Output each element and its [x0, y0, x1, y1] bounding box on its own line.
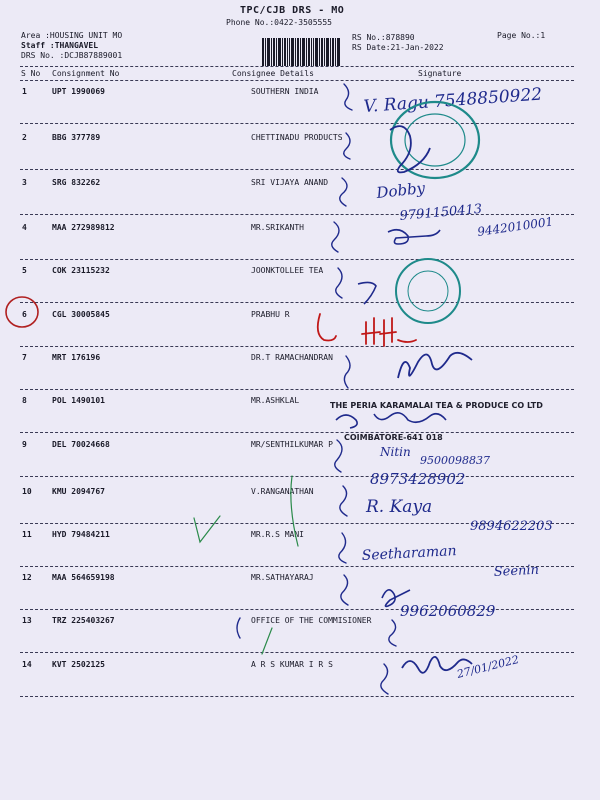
row-consignment: TRZ 225403267	[52, 616, 115, 625]
handwriting-row3a: Dobby	[375, 178, 426, 202]
row-consignee: MR.SRIKANTH	[251, 223, 304, 232]
handwriting-row4: 9442010001	[476, 214, 555, 239]
area-label: Area :HOUSING UNIT MO	[21, 31, 123, 40]
row-sno: 1	[22, 87, 27, 96]
row-divider	[20, 169, 574, 170]
table-row	[0, 530, 600, 576]
handwriting-row11b: Seenin	[493, 562, 540, 580]
row-sno: 10	[22, 487, 32, 496]
row-consignment: POL 1490101	[52, 396, 105, 405]
col-consignment: Consignment No	[52, 69, 120, 78]
table-row	[0, 84, 600, 133]
row-consignee: A R S KUMAR I R S	[251, 660, 333, 669]
table-row	[0, 440, 600, 486]
row-consignee: OFFICE OF THE COMMISIONER	[251, 616, 372, 625]
row-sno: 12	[22, 573, 32, 582]
row-sno: 14	[22, 660, 32, 669]
row-divider	[20, 652, 574, 653]
row-divider	[20, 432, 574, 433]
handwriting-row1: V. Ragu 7548850922	[362, 84, 543, 117]
row-consignment: HYD 79484211	[52, 530, 110, 539]
row-consignment: DEL 70024668	[52, 440, 110, 449]
row-consignee: MR.R.S MANI	[251, 530, 304, 539]
handwriting-row3b: 9791150413	[399, 201, 483, 224]
handwriting-row14: 27/01/2022	[455, 652, 521, 681]
row-consignee: V.RANGANATHAN	[251, 487, 314, 496]
row-consignment: COK 23115232	[52, 266, 110, 275]
col-sno: S No	[21, 69, 41, 78]
row-consignee: SOUTHERN INDIA	[251, 87, 319, 96]
row-consignee: MR.SATHAYARAJ	[251, 573, 314, 582]
table-row	[0, 616, 600, 662]
row-consignment: KMU 2094767	[52, 487, 105, 496]
row-consignment: MAA 564659198	[52, 573, 115, 582]
col-consignee: Consignee Details	[232, 69, 314, 78]
row-consignment: CGL 30005845	[52, 310, 110, 319]
row-divider	[20, 566, 574, 567]
row-consignment: UPT 1990069	[52, 87, 105, 96]
company-stamp-line3: COIMBATORE-641 018	[344, 433, 443, 442]
row-consignee: SRI VIJAYA ANAND	[251, 178, 329, 187]
row-consignment: BBG 377789	[52, 133, 101, 142]
row-divider	[20, 476, 574, 477]
document-title: TPC/CJB DRS - MO	[240, 5, 345, 16]
row-sno: 3	[22, 178, 27, 187]
table-row	[0, 133, 600, 179]
row-divider	[20, 259, 574, 260]
table-row	[0, 353, 600, 399]
row-consignment: KVT 2502125	[52, 660, 105, 669]
handwriting-row11a: Seetharaman	[361, 543, 457, 564]
rs-number: RS No.:878890	[352, 33, 415, 42]
row-consignment: MAA 272989812	[52, 223, 115, 232]
page-number: Page No.:1	[497, 31, 546, 40]
row-divider	[20, 389, 574, 390]
row-sno: 9	[22, 440, 27, 449]
row-sno: 11	[22, 530, 32, 539]
table-row	[0, 178, 600, 224]
phone-number: Phone No.:0422-3505555	[226, 18, 332, 27]
row-consignment: SRG 832262	[52, 178, 101, 187]
drs-number: DRS No. :DCJB87889001	[21, 51, 123, 60]
row-consignment: MRT 176196	[52, 353, 101, 362]
row-divider	[20, 523, 574, 524]
handwriting-row12: 9962060829	[400, 602, 496, 620]
row-divider	[20, 696, 574, 697]
staff-label: Staff :THANGAVEL	[21, 41, 99, 50]
header-rule-bottom	[20, 80, 574, 81]
col-signature: Signature	[418, 69, 462, 78]
row-consignee: CHETTINADU PRODUCTS	[251, 133, 343, 142]
handwriting-row10b: 9894622203	[470, 519, 553, 534]
table-row	[0, 660, 600, 706]
table-row	[0, 396, 600, 442]
row-sno: 13	[22, 616, 32, 625]
row-consignee: PRABHU R	[251, 310, 290, 319]
row-consignee: MR/SENTHILKUMAR P	[251, 440, 333, 449]
table-row	[0, 573, 600, 619]
handwriting-row9c: 8973428902	[370, 470, 466, 488]
table-row	[0, 487, 600, 533]
row-divider	[20, 302, 574, 303]
row-sno: 8	[22, 396, 27, 405]
header-rule-top	[20, 66, 574, 67]
rs-date: RS Date:21-Jan-2022	[352, 43, 444, 52]
table-row	[0, 266, 600, 312]
row-sno: 7	[22, 353, 27, 362]
company-stamp-line1: THE PERIA KARAMALAI TEA & PRODUCE CO LTD	[330, 401, 543, 410]
row-sno: 5	[22, 266, 27, 275]
table-row	[0, 310, 600, 356]
row-divider	[20, 214, 574, 215]
row-consignee: JOONKTOLLEE TEA	[251, 266, 324, 275]
row-sno: 2	[22, 133, 27, 142]
row-divider	[20, 123, 574, 124]
row-sno: 4	[22, 223, 27, 232]
row-consignee: DR.T RAMACHANDRAN	[251, 353, 333, 362]
barcode-image	[262, 38, 340, 66]
handwriting-row10a: R. Kaya	[366, 497, 433, 517]
handwriting-row9a: Nitin	[380, 445, 411, 459]
row-divider	[20, 346, 574, 347]
table-row	[0, 223, 600, 269]
row-sno: 6	[22, 310, 27, 319]
row-consignee: MR.ASHKLAL	[251, 396, 300, 405]
row-divider	[20, 609, 574, 610]
handwriting-row9b: 9500098837	[420, 454, 490, 467]
